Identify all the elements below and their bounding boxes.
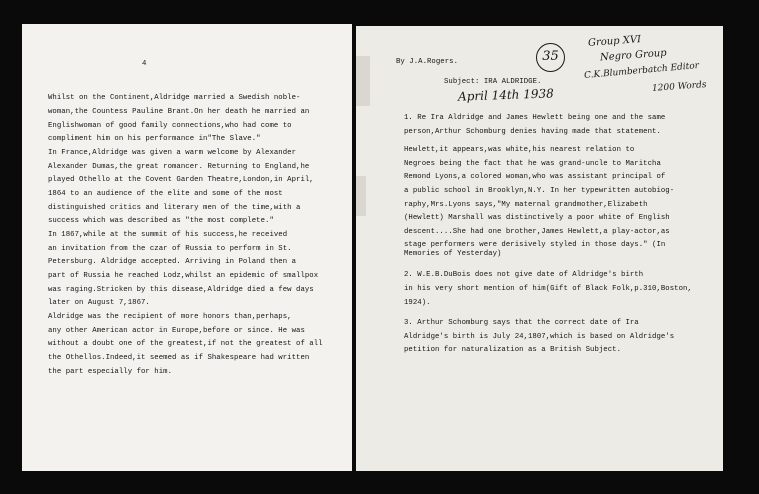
byline: By J.A.Rogers. [396, 58, 459, 66]
body-line: Negroes being the fact that he was grand-uncle to Maritcha [404, 160, 661, 168]
torn-edge [356, 176, 366, 216]
body-line: success which was described as "the most complete." [48, 217, 274, 225]
body-line: Whilst on the Continent,Aldridge married a Swedish noble- [48, 94, 301, 102]
body-line: compliment him on his performance in"The Slave." [48, 135, 261, 143]
body-line: without a doubt one of the greatest,if not the greatest of all [48, 340, 323, 348]
left-document-page [22, 24, 352, 471]
body-line: was raging.Stricken by this disease,Aldridge died a few days [48, 286, 314, 294]
body-line: distinguished critics and literary men of the time,with a [48, 204, 301, 212]
handwritten-note-line: C.K.Blumberbatch Editor [583, 60, 700, 82]
body-line: played Othello at the Covent Garden Theatre,London,in April, [48, 176, 314, 184]
body-line: 1. Re Ira Aldridge and James Hewlett being one and the same [404, 114, 666, 122]
handwritten-date: April 14th 1938 [457, 86, 554, 104]
body-line: Hewlett,it appears,was white,his nearest relation to [404, 146, 635, 154]
body-line: Alexander Dumas,the great romancer. Returning to England,he [48, 163, 310, 171]
body-line: stage performers were derisively styled in those days." (In [404, 241, 666, 249]
body-line: part of Russia he reached Lodz,whilst an epidemic of smallpox [48, 272, 319, 280]
body-line: 1864 to an audience of the elite and some of the most [48, 190, 283, 198]
handwritten-note-line: 1200 Words [651, 80, 707, 94]
body-line: 3. Arthur Schomburg says that the correct date of Ira [404, 319, 639, 327]
page-number-circle [536, 43, 565, 72]
body-line: In France,Aldridge was given a warm welcome by Alexander [48, 149, 297, 157]
body-line: descent....She had one brother,James Hewlett,a play-actor,as [404, 228, 670, 236]
page-number: 4 [142, 60, 147, 68]
body-line: raphy,Mrs.Lyons says,"My maternal grandmother,Elizabeth [404, 201, 648, 209]
body-line: the Othellos.Indeed,it seemed as if Shakespeare had written [48, 354, 310, 362]
body-line: any other American actor in Europe,before or since. He was [48, 327, 305, 335]
body-line: Aldridge's birth is July 24,1807,which is based on Aldridge's [404, 333, 675, 341]
body-line: later on August 7,1867. [48, 299, 150, 307]
body-line: Memories of Yesterday) [404, 250, 502, 258]
body-line: the part especially for him. [48, 368, 173, 376]
body-line: petition for naturalization as a British Subject. [404, 346, 622, 354]
torn-edge [356, 56, 370, 106]
circled-number: 35 [542, 49, 559, 64]
body-line: (Hewlett) Marshall was distinctively a poor white of English [404, 214, 670, 222]
body-line: In 1867,while at the summit of his success,he received [48, 231, 288, 239]
body-line: a public school in Brooklyn,N.Y. In her typewritten autobiog- [404, 187, 675, 195]
body-line: in his very short mention of him(Gift of Black Folk,p.310,Boston, [404, 285, 692, 293]
body-line: 1924). [404, 299, 431, 307]
body-line: an invitation from the czar of Russia to perform in St. [48, 245, 292, 253]
body-line: Aldridge was the recipient of more honors than,perhaps, [48, 313, 292, 321]
body-line: Remond Lyons,a colored woman,who was assistant principal of [404, 173, 666, 181]
right-document-page [356, 26, 723, 471]
body-line: Petersburg. Aldridge accepted. Arriving in Poland then a [48, 258, 297, 266]
body-line: Englishwoman of good family connections,who had come to [48, 122, 292, 130]
handwritten-note-line: Negro Group [599, 47, 667, 64]
body-line: 2. W.E.B.DuBois does not give date of Aldridge's birth [404, 271, 644, 279]
body-line: woman,the Countess Pauline Brant.On her death he married an [48, 108, 310, 116]
body-line: person,Arthur Schomburg denies having made that statement. [404, 128, 661, 136]
handwritten-note-line: Group XVI [587, 34, 642, 49]
subject-line: Subject: IRA ALDRIDGE. [444, 78, 542, 86]
